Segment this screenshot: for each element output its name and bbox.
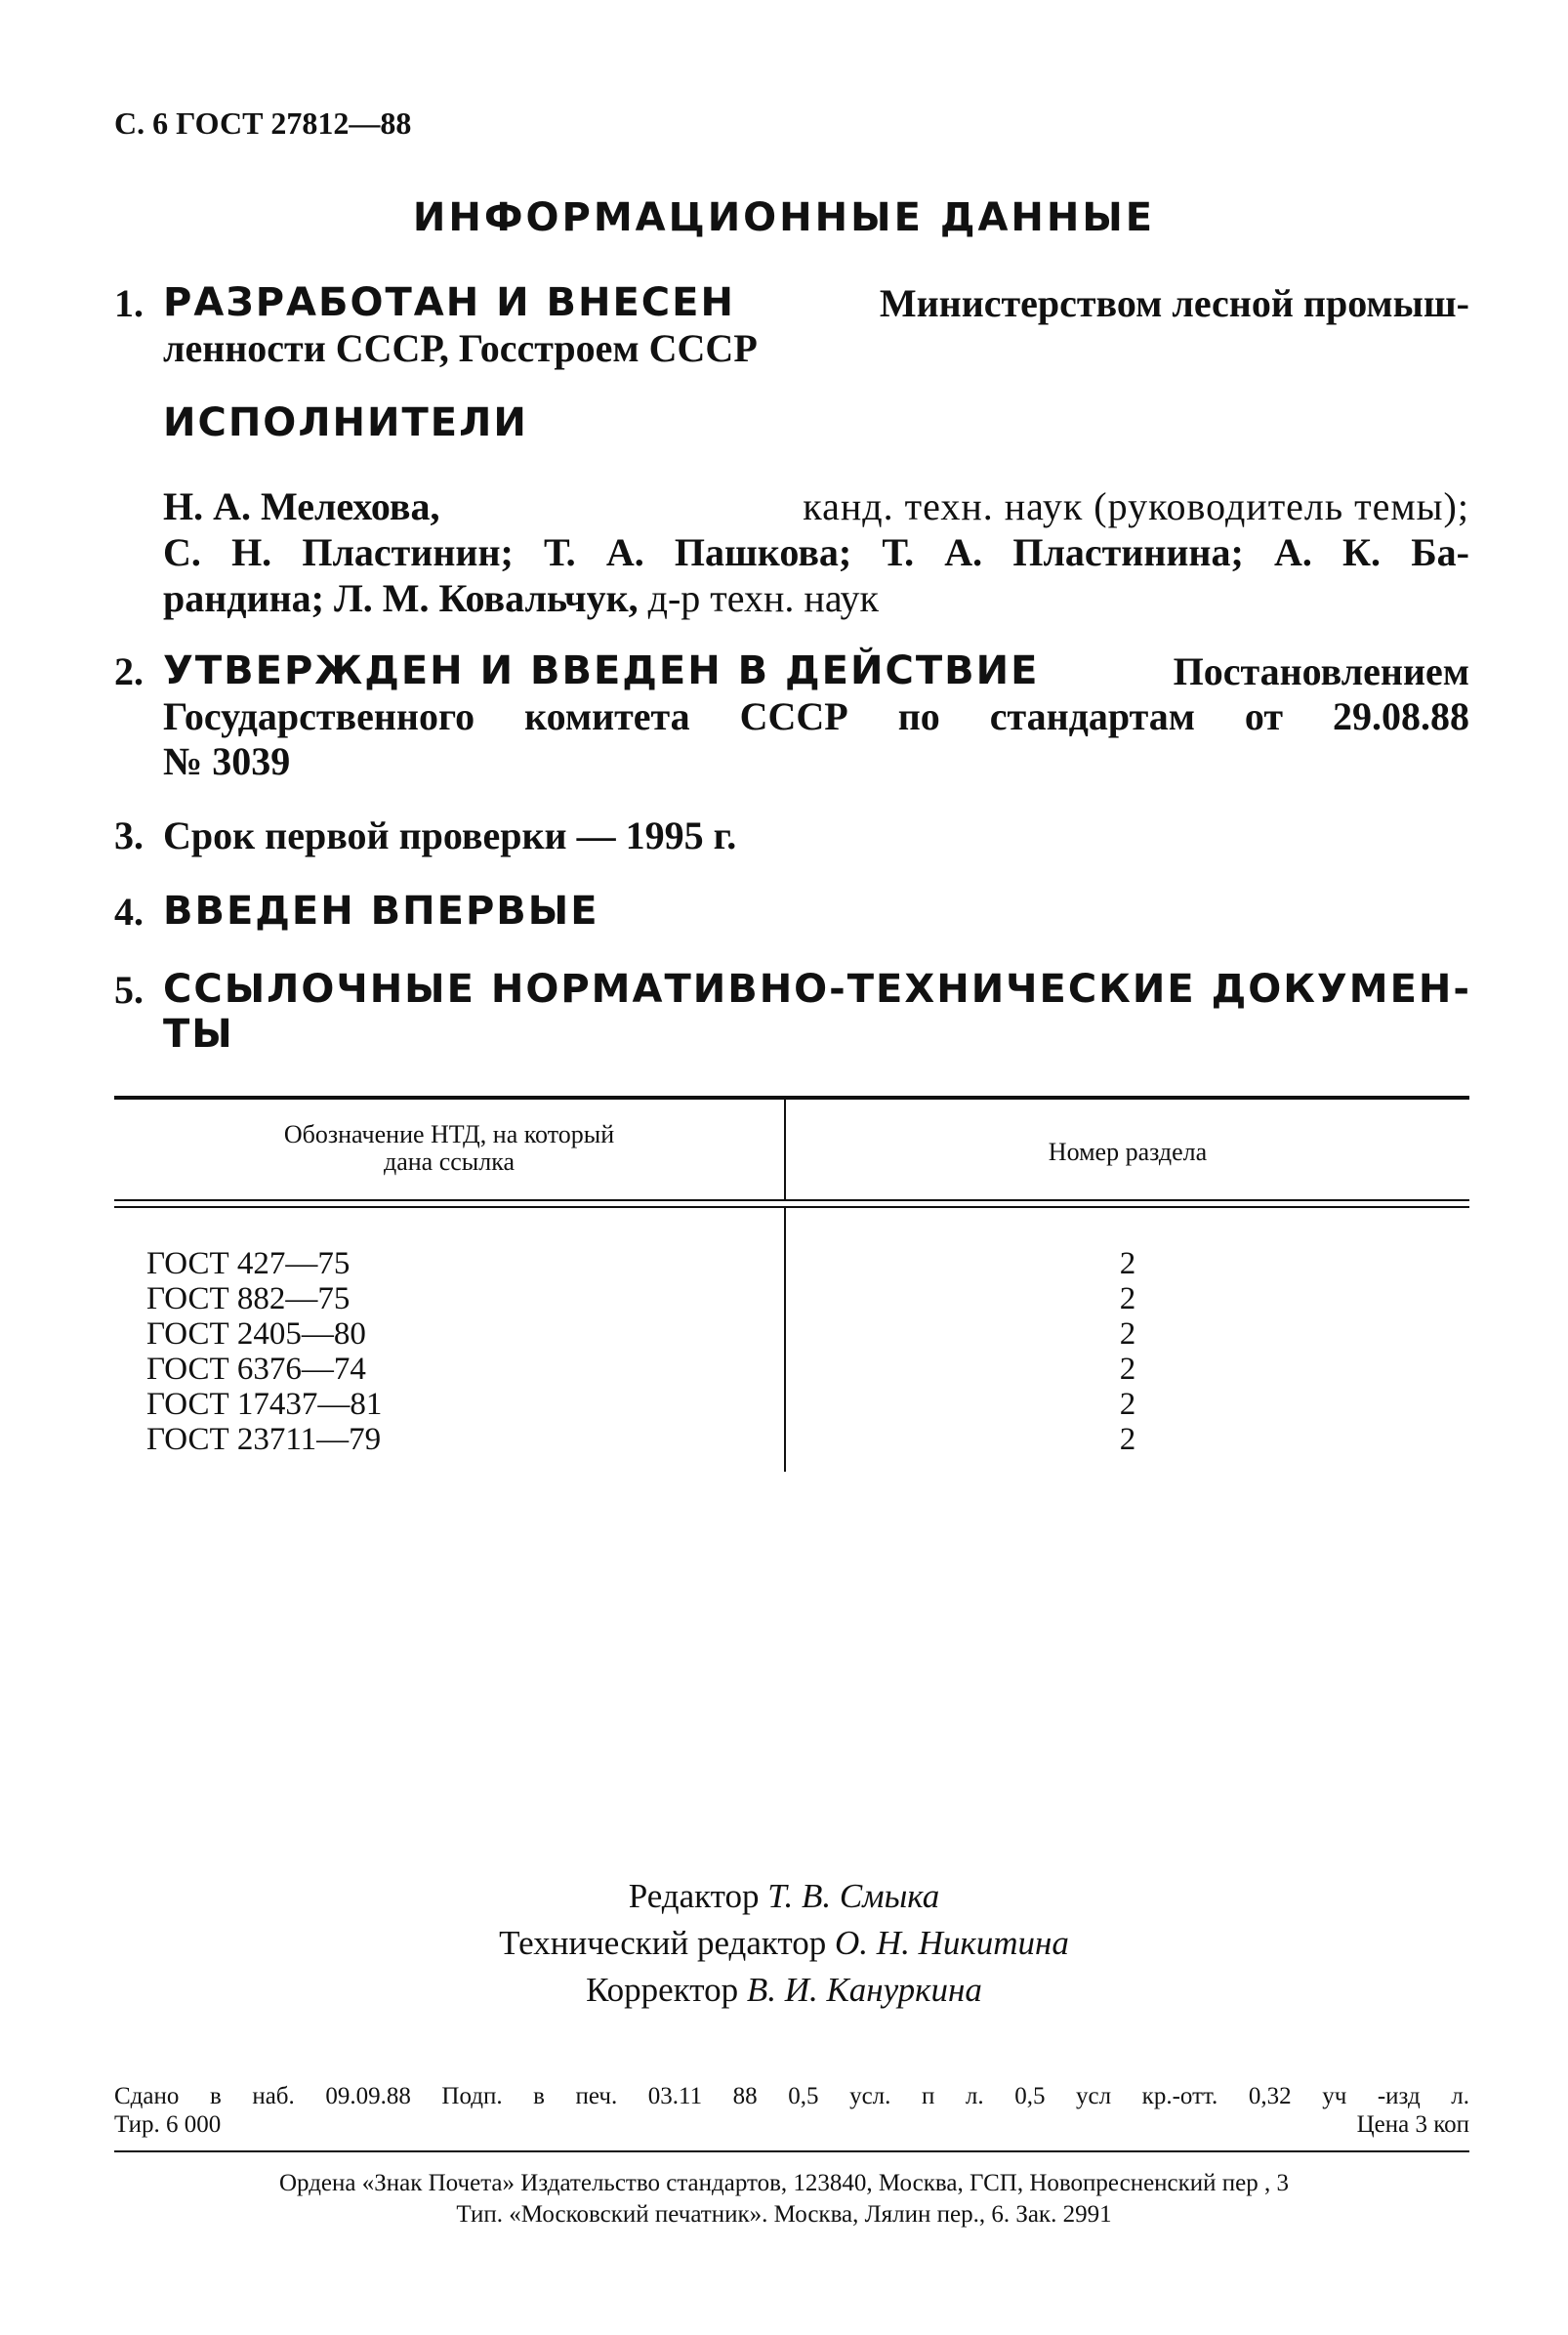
table-row: ГОСТ 17437—81 bbox=[146, 1387, 383, 1422]
page-title: ИНФОРМАЦИОННЫЕ ДАННЫЕ bbox=[412, 195, 1156, 240]
table-row: ГОСТ 2405—80 bbox=[146, 1316, 366, 1352]
credit-editor-name: Т. В. Смыка bbox=[767, 1877, 940, 1915]
item-2-line3: № 3039 bbox=[163, 739, 291, 783]
item-5-number: 5. bbox=[114, 968, 144, 1012]
credit-proofreader-name: В. И. Кануркина bbox=[746, 1971, 982, 2009]
table-header-section: Номер раздела bbox=[1048, 1138, 1208, 1166]
credit-tech-editor bbox=[0, 1924, 1568, 1963]
publisher-line2: Тип. «Московский печатник». Москва, Лялин пер., 6. Зак. 2991 bbox=[456, 2201, 1112, 2228]
executor-kovalchuk: рандина; Л. М. Ковальчук, bbox=[163, 576, 639, 620]
table-header-doc bbox=[156, 1121, 742, 1176]
table-cell-section: 2 bbox=[1119, 1316, 1136, 1352]
item-1-line1 bbox=[163, 280, 1469, 326]
imprint-line2 bbox=[114, 2111, 1469, 2139]
item-4-lead: ВВЕДЕН ВПЕРВЫЕ bbox=[163, 889, 599, 934]
imprint-print-run: Тир. 6 000 bbox=[114, 2111, 222, 2138]
table-top-rule bbox=[114, 1096, 1469, 1100]
item-5-lead-line1: ССЫЛОЧНЫЕ НОРМАТИВНО-ТЕХНИЧЕСКИЕ ДОКУМЕН- bbox=[163, 967, 1471, 1012]
credit-editor-label: Редактор bbox=[628, 1877, 760, 1915]
item-1-text-rest: Министерством лесной промыш- bbox=[879, 281, 1469, 325]
executors-line3 bbox=[163, 575, 879, 621]
item-4-number: 4. bbox=[114, 890, 144, 934]
table-row: ГОСТ 23711—79 bbox=[146, 1422, 382, 1457]
item-5-lead-line2: ТЫ bbox=[163, 1012, 234, 1057]
item-1-lead: РАЗРАБОТАН И ВНЕСЕН bbox=[163, 280, 735, 325]
item-2-number: 2. bbox=[114, 649, 144, 693]
item-2-line2: Государственного комитета СССР по стандартам от 29.08.88 bbox=[163, 694, 1469, 738]
table-row: ГОСТ 427—75 bbox=[146, 1246, 351, 1281]
table-header-doc-line1: Обозначение НТД, на который bbox=[283, 1120, 615, 1148]
imprint-rule bbox=[114, 2150, 1469, 2152]
executors-heading: ИСПОЛНИТЕЛИ bbox=[163, 400, 528, 445]
credit-tech-editor-name: О. Н. Никитина bbox=[835, 1924, 1069, 1962]
table-doc-column bbox=[146, 1246, 382, 1457]
table-cell-section: 2 bbox=[1119, 1246, 1136, 1281]
page-header: С. 6 ГОСТ 27812—88 bbox=[114, 105, 412, 141]
executor-kovalchuk-degree: д-р техн. наук bbox=[647, 576, 879, 620]
credit-tech-editor-label: Технический редактор bbox=[499, 1924, 827, 1962]
item-1-line2: ленности СССР, Госстроем СССР bbox=[163, 326, 758, 370]
imprint-price: Цена 3 коп bbox=[1356, 2111, 1469, 2138]
table-header-doc-line2: дана ссылка bbox=[383, 1147, 516, 1176]
item-2-line1 bbox=[163, 648, 1469, 694]
table-cell-section: 2 bbox=[1119, 1422, 1136, 1457]
table-section-column bbox=[786, 1246, 1469, 1457]
table-cell-section: 2 bbox=[1119, 1281, 1136, 1316]
item-2-lead: УТВЕРЖДЕН И ВВЕДЕН В ДЕЙСТВИЕ bbox=[163, 648, 1040, 693]
executor-melekhova: Н. А. Мелехова, bbox=[163, 484, 440, 528]
executors-line1 bbox=[163, 483, 1469, 529]
publisher-line1: Ордена «Знак Почета» Издательство стандартов, 123840, Москва, ГСП, Новопресненский пер , 3 bbox=[278, 2170, 1290, 2196]
imprint-line1: Сдано в наб. 09.09.88 Подп. в печ. 03.11 88 0,5 усл. п л. 0,5 усл кр.-отт. 0,32 уч -изд л. bbox=[114, 2083, 1469, 2109]
table-row: ГОСТ 882—75 bbox=[146, 1281, 351, 1316]
table-header-rule-1 bbox=[114, 1199, 1469, 1201]
credit-proofreader bbox=[0, 1971, 1568, 2010]
item-2-text-rest: Постановлением bbox=[1173, 649, 1469, 693]
credit-editor bbox=[0, 1877, 1568, 1916]
table-header-rule-2 bbox=[114, 1206, 1469, 1208]
item-3-text: Срок первой проверки — 1995 г. bbox=[163, 813, 737, 857]
credit-proofreader-label: Корректор bbox=[586, 1971, 739, 2009]
executor-melekhova-degree: канд. техн. наук (руководитель темы); bbox=[803, 484, 1469, 528]
table-cell-section: 2 bbox=[1119, 1387, 1136, 1422]
table-row: ГОСТ 6376—74 bbox=[146, 1352, 366, 1387]
item-1-number: 1. bbox=[114, 281, 144, 325]
table-cell-section: 2 bbox=[1119, 1352, 1136, 1387]
executors-line2: С. Н. Пластинин; Т. А. Пашкова; Т. А. Пластинина; А. К. Ба- bbox=[163, 530, 1469, 574]
item-3-number: 3. bbox=[114, 813, 144, 857]
